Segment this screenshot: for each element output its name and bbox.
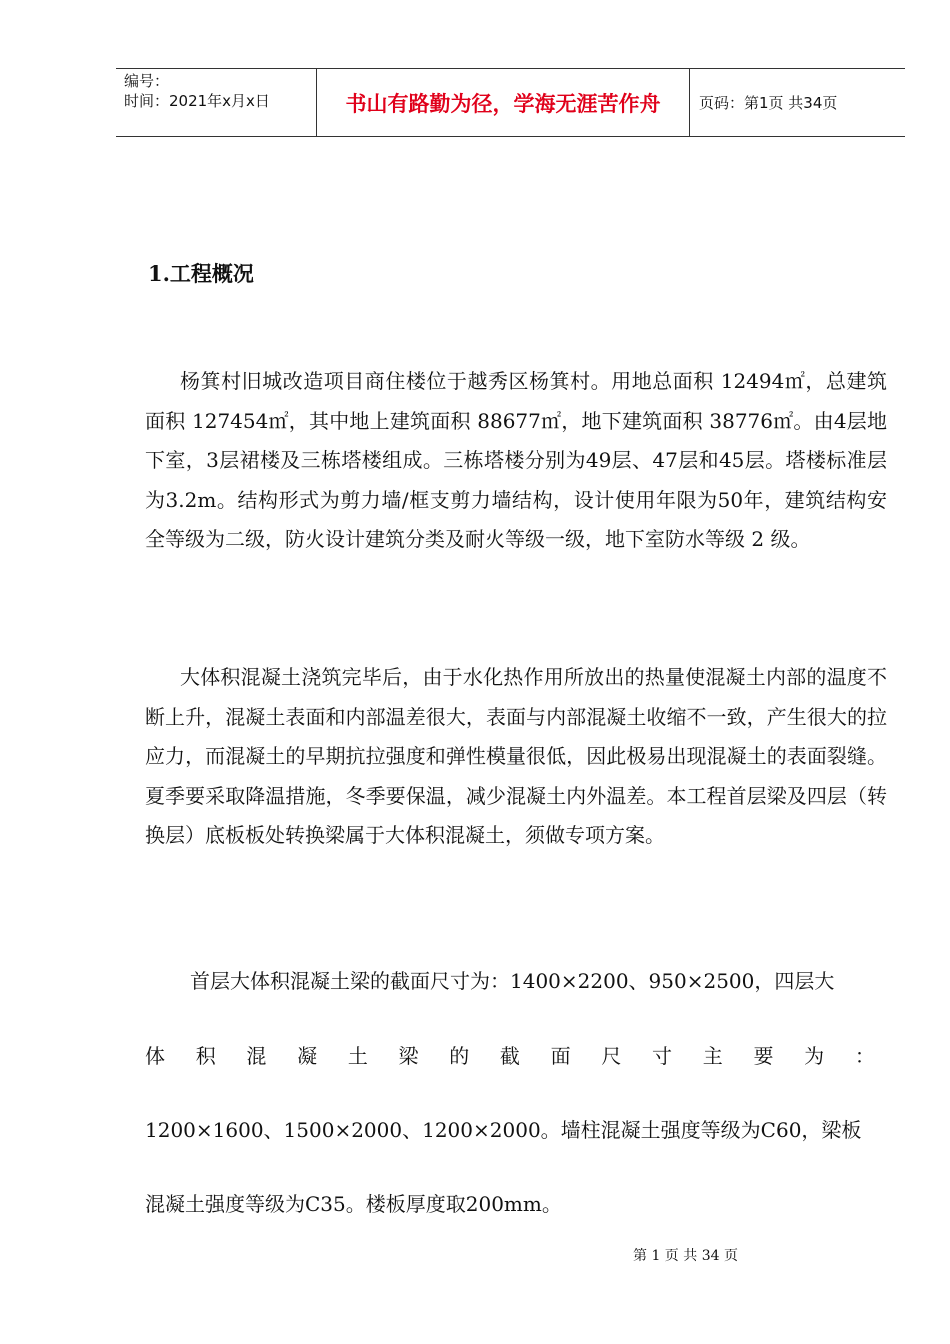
header-meta [116, 69, 316, 136]
spaced-char: 积 [195, 1044, 216, 1068]
paragraph-mass-concrete: 大体积混凝土浇筑完毕后，由于水化热作用所放出的热量使混凝土内部的温度不断上升，混凝土表面和内部温差很大，表面与内部混凝土收缩不一致，产生很大的拉应力，而混凝土的早期抗拉强度和弹性模量很低，因此极易出现混凝土的表面裂缝。夏季要采取降温措施，冬季要保温，减少混凝土内外温差。本工程首层梁及四层（转换层）底板板处转换梁属于大体积混凝土，须做专项方案。 [145, 665, 887, 847]
spaced-char: 梁 [398, 1044, 419, 1068]
paragraph-beam-sizes-line-2 [145, 1040, 875, 1069]
spaced-char: 体 [145, 1044, 165, 1068]
spaced-char: 面 [550, 1044, 571, 1068]
spaced-char: 截 [499, 1044, 520, 1068]
page-header [116, 68, 905, 137]
spaced-char: 寸 [652, 1044, 673, 1068]
paragraph-project-overview: 杨箕村旧城改造项目商住楼位于越秀区杨箕村。用地总面积 12494㎡，总建筑面积 127454㎡，其中地上建筑面积 88677㎡，地下建筑面积 38776㎡。由4层地下室，3层裙楼及三栋塔楼组成。三栋塔楼分别为49层、47层和45层。塔楼标准层为3.2m。结构形式为剪力墙/框支剪力墙结构，设计使用年限为50年，建筑结构安全等级为二级，防火设计建筑分类及耐火等级一级，地下室防水等级 2 级。 [145, 369, 887, 551]
paragraph-beam-sizes-line-4: 混凝土强度等级为C35。楼板厚度取200mm。 [145, 1192, 562, 1216]
spaced-char: 尺 [601, 1044, 622, 1068]
spaced-char: 主 [702, 1044, 723, 1068]
spaced-char: 土 [347, 1044, 368, 1068]
document-number-label: 编号： [124, 72, 170, 90]
page-footer: 第 1 页 共 34 页 [633, 1248, 738, 1264]
spaced-char: ： [854, 1044, 875, 1068]
header-motto: 书山有路勤为径，学海无涯苦作舟 [316, 69, 690, 136]
header-page-info: 页码：第1页 共34页 [699, 94, 838, 112]
paragraph-beam-sizes-line-3: 1200×1600、1500×2000、1200×2000。墙柱混凝土强度等级为C60，梁板 [145, 1118, 862, 1142]
spaced-char: 的 [449, 1044, 470, 1068]
spaced-char: 混 [246, 1044, 267, 1068]
spaced-char: 要 [753, 1044, 774, 1068]
section-title: 1.工程概况 [148, 261, 254, 286]
spaced-char: 凝 [297, 1044, 318, 1068]
spaced-char: 为 [804, 1044, 825, 1068]
paragraph-beam-sizes-line-1: 首层大体积混凝土梁的截面尺寸为：1400×2200、950×2500，四层大 [190, 969, 835, 993]
document-time-label: 时间：2021年x月x日 [124, 92, 270, 110]
